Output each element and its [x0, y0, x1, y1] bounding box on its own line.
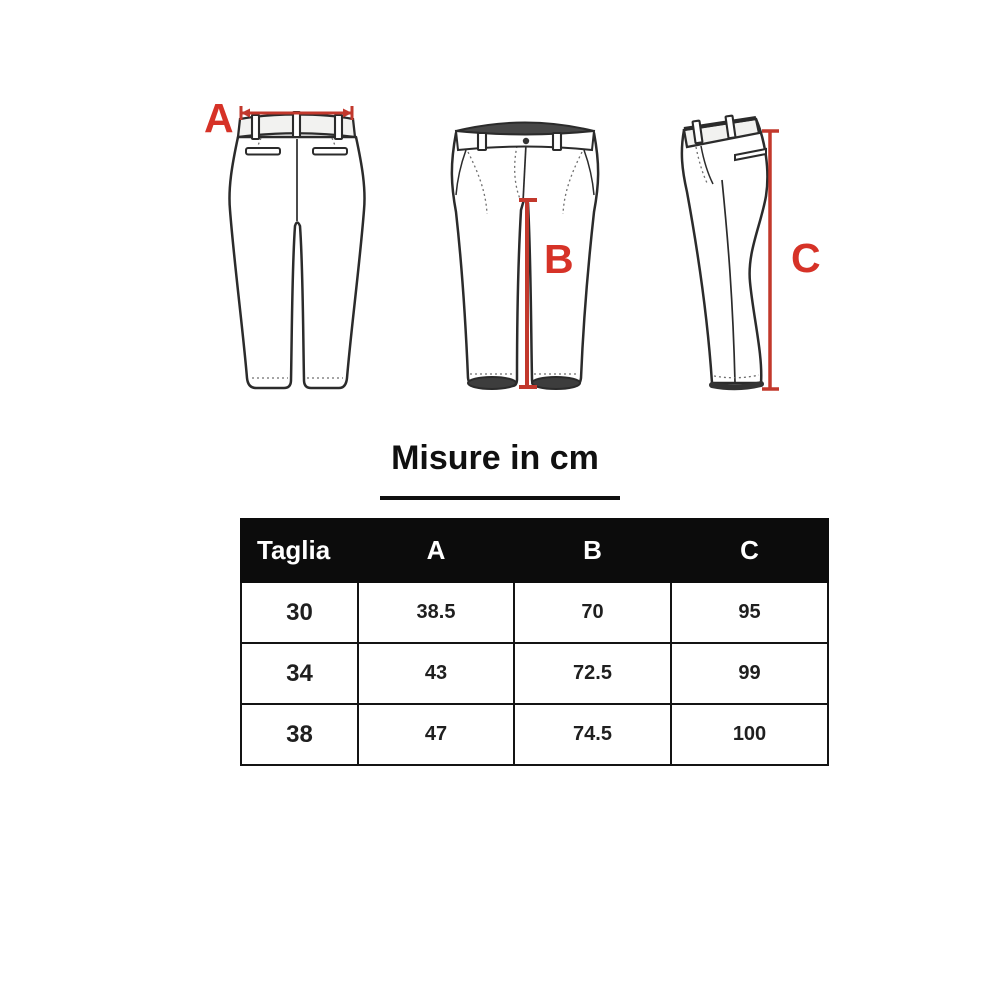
- waist-button: [523, 138, 529, 144]
- hem-opening-right: [532, 377, 580, 389]
- cell-taglia: 30: [241, 582, 358, 643]
- cell-taglia: 38: [241, 704, 358, 765]
- table-header-row: [241, 519, 828, 582]
- cell-b: 74.5: [514, 704, 671, 765]
- table-header-c: C: [671, 519, 828, 582]
- cell-b: 70: [514, 582, 671, 643]
- cell-c: 99: [671, 643, 828, 704]
- title-underline: [380, 496, 620, 500]
- cell-a: 47: [358, 704, 514, 765]
- hem-opening-left: [468, 377, 516, 389]
- size-table: [240, 518, 829, 766]
- table-row: [241, 704, 828, 765]
- cell-c: 100: [671, 704, 828, 765]
- cell-a: 38.5: [358, 582, 514, 643]
- belt-loop: [293, 112, 300, 137]
- table-header-taglia: Taglia: [241, 519, 358, 582]
- back-pocket-right: [313, 148, 347, 155]
- cell-b: 72.5: [514, 643, 671, 704]
- measure-label-c: C: [791, 235, 821, 281]
- belt-loop: [478, 133, 486, 150]
- belt-loop: [335, 115, 342, 139]
- side-hem-edge: [712, 384, 761, 387]
- table-row: [241, 643, 828, 704]
- page-title: Misure in cm: [391, 439, 599, 477]
- pants-side-body: [682, 119, 768, 383]
- table-header-a: A: [358, 519, 514, 582]
- measure-label-a: A: [204, 95, 234, 141]
- cell-a: 43: [358, 643, 514, 704]
- table-row: [241, 582, 828, 643]
- cell-c: 95: [671, 582, 828, 643]
- measure-label-b: B: [544, 236, 574, 282]
- table-header-b: B: [514, 519, 671, 582]
- pants-front-view-illustration: [438, 95, 618, 405]
- belt-loop: [553, 133, 561, 150]
- belt-loop: [252, 115, 259, 139]
- back-pocket-left: [246, 148, 280, 155]
- cell-taglia: 34: [241, 643, 358, 704]
